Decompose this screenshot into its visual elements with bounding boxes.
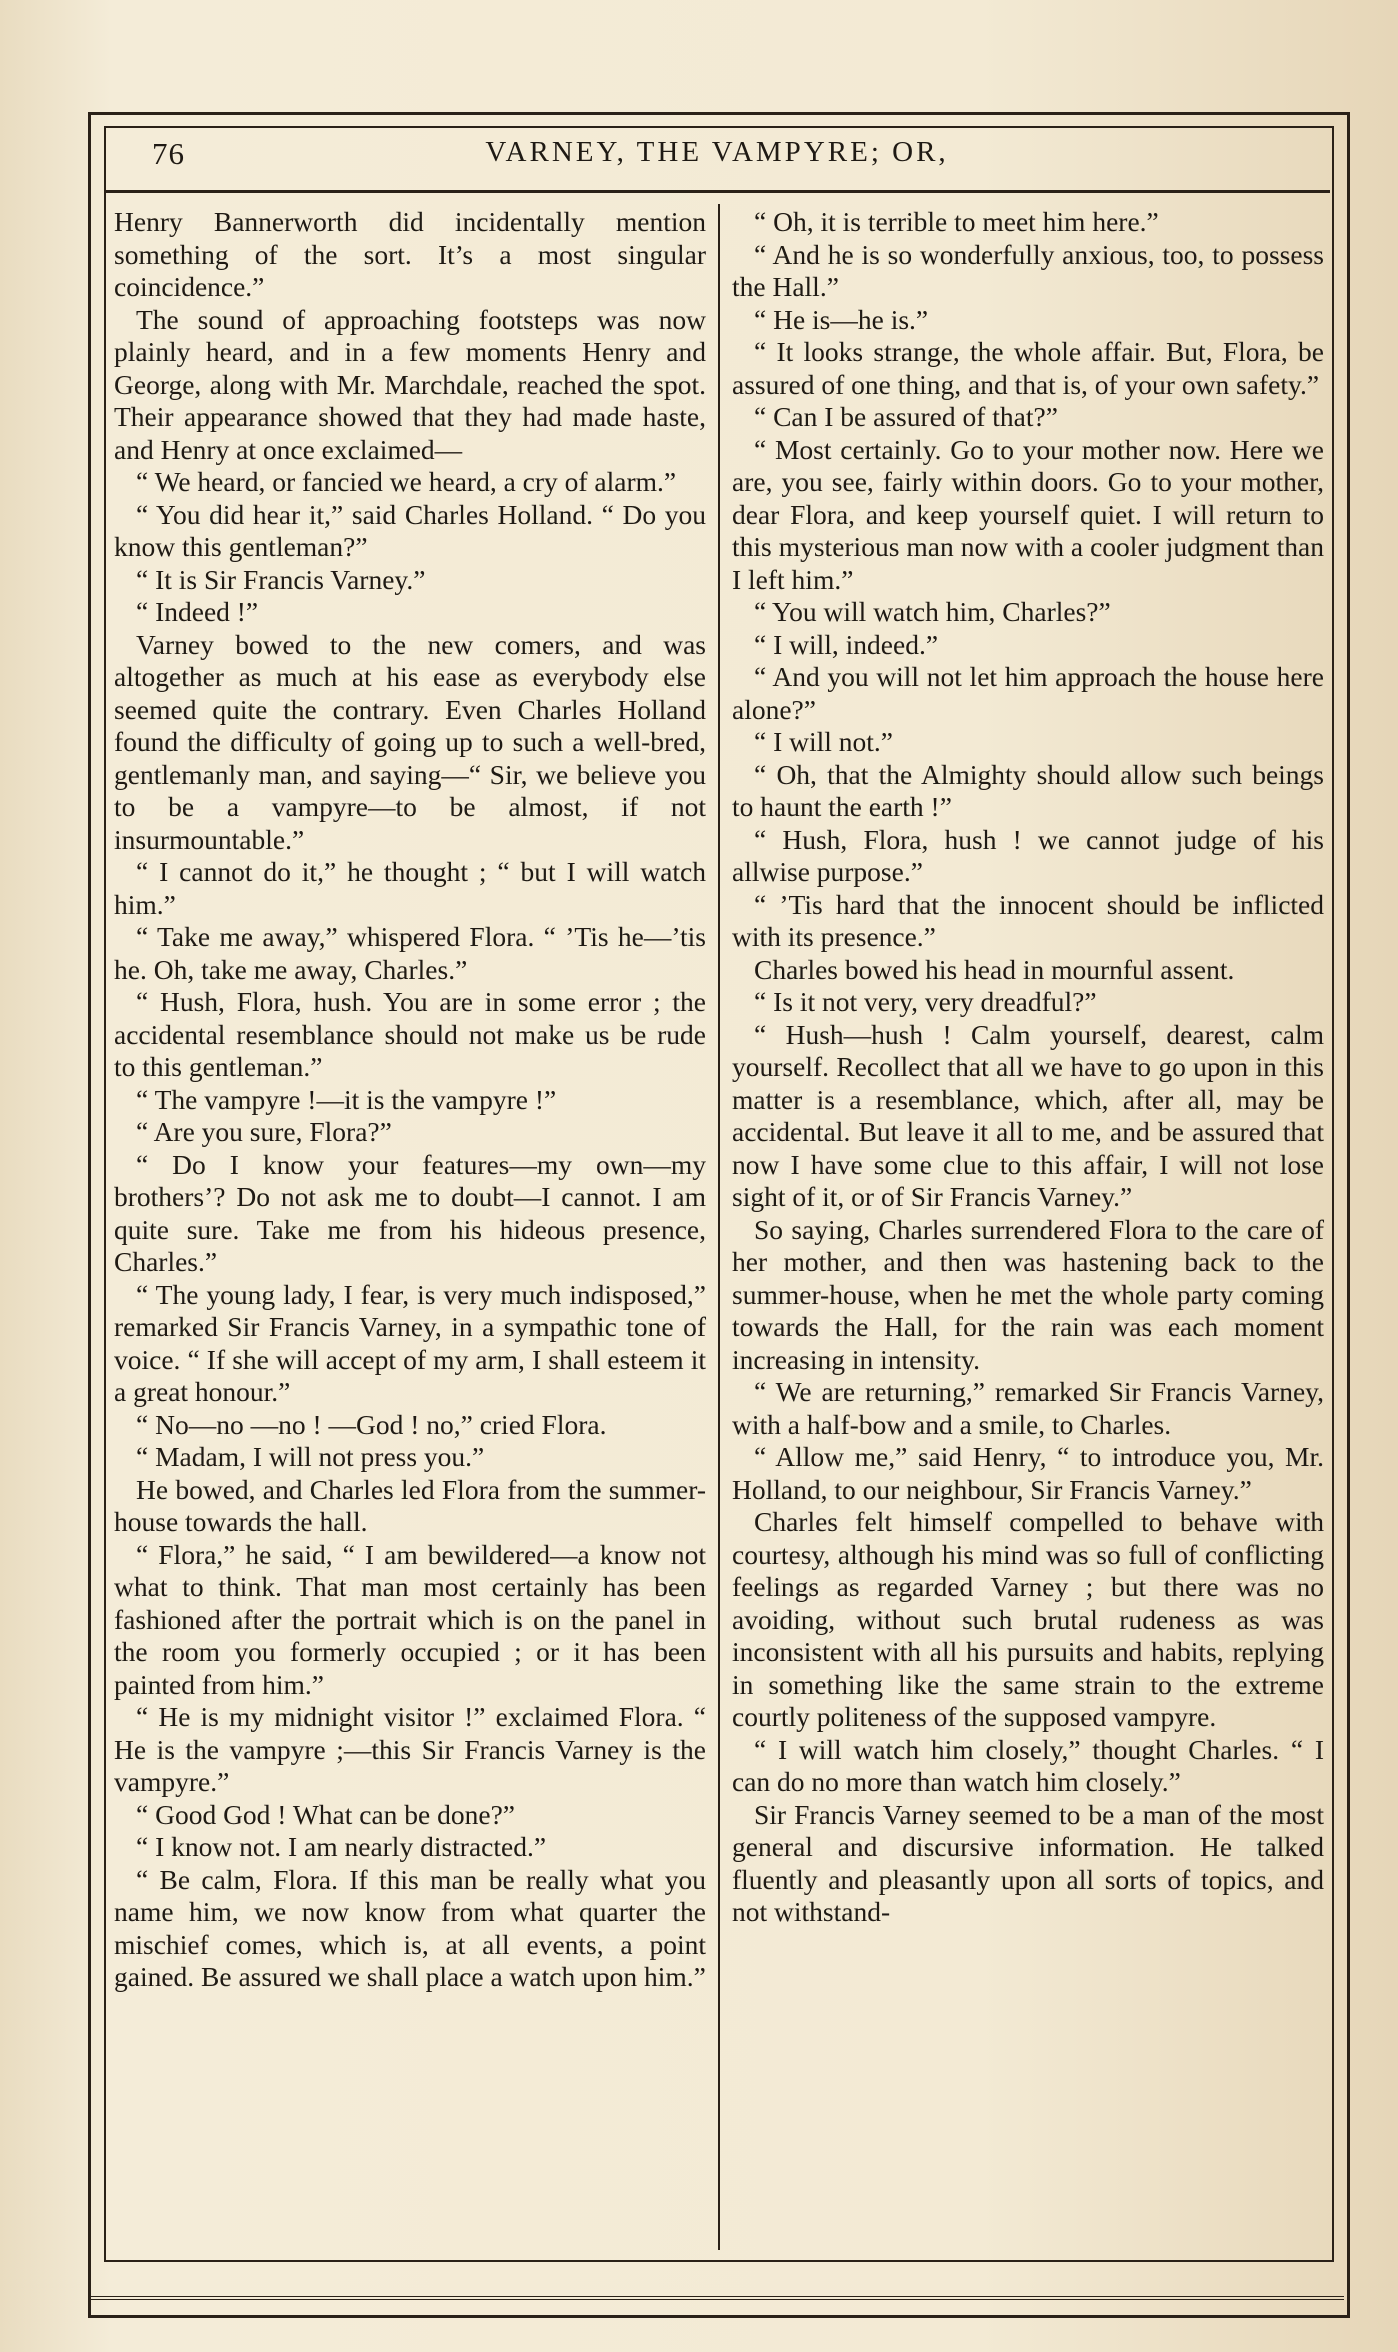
- paragraph: “ And you will not let him approach the house here alone?”: [732, 661, 1324, 725]
- paragraph: Charles felt himself compelled to behave with courtesy, although his mind was so full of conflicting feelings as regarded Varney ; but there was no avoiding, without such brutal rudeness as was inconsistent with all his pursuits and habits, replying in something like the same strain to the extreme courtly politeness of the supposed vampyre.: [732, 1506, 1324, 1732]
- paragraph: The sound of approaching footsteps was now plainly heard, and in a few moments Henry and George, along with Mr. Marchdale, reached the spot. Their appearance showed that they had made haste, and Henry at once exclaimed—: [114, 303, 706, 465]
- paragraph: “ I will watch him closely,” thought Charles. “ I can do no more than watch him closely.”: [732, 1733, 1324, 1797]
- paragraph: “ Hush, Flora, hush. You are in some error ; the accidental resemblance should not make us be rude to this gentleman.”: [114, 986, 706, 1082]
- paragraph: “ And he is so wonderfully anxious, too, to possess the Hall.”: [732, 238, 1324, 302]
- paragraph: “ The vampyre !—it is the vampyre !”: [136, 1083, 557, 1115]
- paragraph: “ He is—he is.”: [754, 303, 929, 335]
- paragraph: Charles bowed his head in mournful assent.: [754, 953, 1235, 985]
- paragraph: “ No—no —no ! —God ! no,” cried Flora.: [136, 1408, 607, 1440]
- paragraph: “ Can I be assured of that?”: [754, 401, 1058, 432]
- paragraph: “ We are returning,” remarked Sir Francis Varney, with a half-bow and a smile, to Charles.: [732, 1376, 1324, 1440]
- paragraph: He bowed, and Charles led Flora from the summer-house towards the hall.: [114, 1473, 706, 1537]
- paragraph: “ Hush, Flora, hush ! we cannot judge of his allwise purpose.”: [732, 823, 1324, 887]
- paragraph: “ You will watch him, Charles?”: [754, 596, 1111, 627]
- paragraph: “ Take me away,” whispered Flora. “ ’Tis he—’tis he. Oh, take me away, Charles.”: [114, 921, 706, 985]
- paragraph: “ Oh, it is terrible to meet him here.”: [754, 206, 1159, 237]
- paragraph: “ I cannot do it,” he thought ; “ but I will watch him.”: [114, 856, 706, 920]
- paragraph: “ Be calm, Flora. If this man be really what you name him, we now know from what quarter the mischief comes, which is, at all events, a point gained. Be assured we shall place a watch upon him.”: [114, 1863, 706, 1992]
- paragraph: “ The young lady, I fear, is very much indisposed,” remarked Sir Francis Varney, in a sympathic tone of voice. “ If she will accept of my arm, I shall esteem it a great honour.”: [114, 1278, 706, 1407]
- paragraph: “ Is it not very, very dreadful?”: [754, 986, 1097, 1017]
- paragraph: “ Flora,” he said, “ I am bewildered—a know not what to think. That man most certainly has been fashioned after the portrait which is on the panel in the room you formerly occupied ; or it has been painted from him.”: [114, 1538, 706, 1700]
- paragraph: “ Madam, I will not press you.”: [136, 1441, 485, 1472]
- paragraph: Sir Francis Varney seemed to be a man of the most general and discursive information. He talked fluently and pleasantly upon all sorts of topics, and not withstand-: [732, 1798, 1324, 1927]
- left-column: [114, 206, 706, 1994]
- paragraph: “ ’Tis hard that the innocent should be inflicted with its presence.”: [732, 888, 1324, 952]
- right-column: [732, 206, 1324, 1929]
- paragraph: “ Indeed !”: [136, 596, 259, 627]
- paragraph: “ It looks strange, the whole affair. But, Flora, be assured of one thing, and that is, of your own safety.”: [732, 336, 1324, 400]
- paragraph: “ Hush—hush ! Calm yourself, dearest, calm yourself. Recollect that all we have to go upon in this matter is a resemblance, which, after all, may be accidental. But leave it all to me, and be assured that now I have some clue to this affair, I will not lose sight of it, or of Sir Francis Varney.”: [732, 1018, 1324, 1212]
- paragraph: Henry Bannerworth did incidentally mention something of the sort. It’s a most singular coincidence.”: [114, 206, 706, 302]
- running-title: VARNEY, THE VAMPYRE; OR,: [485, 136, 949, 168]
- paragraph: “ We heard, or fancied we heard, a cry of alarm.”: [136, 466, 677, 497]
- paragraph: Varney bowed to the new comers, and was altogether as much at his ease as everybody else seemed quite the contrary. Even Charles Holland found the difficulty of going up to such a well-bred, gentlemanly man, and saying—“ Sir, we believe you to be a vampyre—to be almost, if not insurmountable.”: [114, 628, 706, 855]
- bottom-rule: [88, 2296, 1344, 2300]
- paragraph: “ You did hear it,” said Charles Holland. “ Do you know this gentleman?”: [114, 498, 706, 562]
- paragraph: “ Oh, that the Almighty should allow such beings to haunt the earth !”: [732, 758, 1324, 822]
- paragraph: “ Most certainly. Go to your mother now. Here we are, you see, fairly within doors. Go to your mother, dear Flora, and keep yourself quiet. I will return to this mysterious man now with a cooler judgment than I left him.”: [732, 433, 1324, 595]
- paragraph: “ Allow me,” said Henry, “ to introduce you, Mr. Holland, to our neighbour, Sir Francis Varney.”: [732, 1441, 1324, 1505]
- paragraph: “ I will, indeed.”: [754, 628, 939, 660]
- page-header: [104, 126, 1330, 192]
- paragraph: “ He is my midnight visitor !” exclaimed Flora. “ He is the vampyre ;—this Sir Francis Varney is the vampyre.”: [114, 1701, 706, 1797]
- header-rule: [104, 190, 1330, 193]
- paragraph: “ Do I know your features—my own—my brothers’? Do not ask me to doubt—I cannot. I am quite sure. Take me from his hideous presence, Charles.”: [114, 1148, 706, 1277]
- paragraph: “ I know not. I am nearly distracted.”: [136, 1831, 547, 1862]
- paragraph: “ I will not.”: [754, 726, 893, 757]
- page-number: 76: [152, 136, 185, 171]
- column-divider: [718, 204, 720, 2250]
- paragraph: “ It is Sir Francis Varney.”: [136, 563, 426, 595]
- paragraph: “ Good God ! What can be done?”: [136, 1798, 515, 1830]
- paragraph: “ Are you sure, Flora?”: [136, 1116, 392, 1147]
- paragraph: So saying, Charles surrendered Flora to the care of her mother, and then was hastening back to the summer-house, when he met the whole party coming towards the Hall, for the rain was each moment increasing in intensity.: [732, 1213, 1324, 1375]
